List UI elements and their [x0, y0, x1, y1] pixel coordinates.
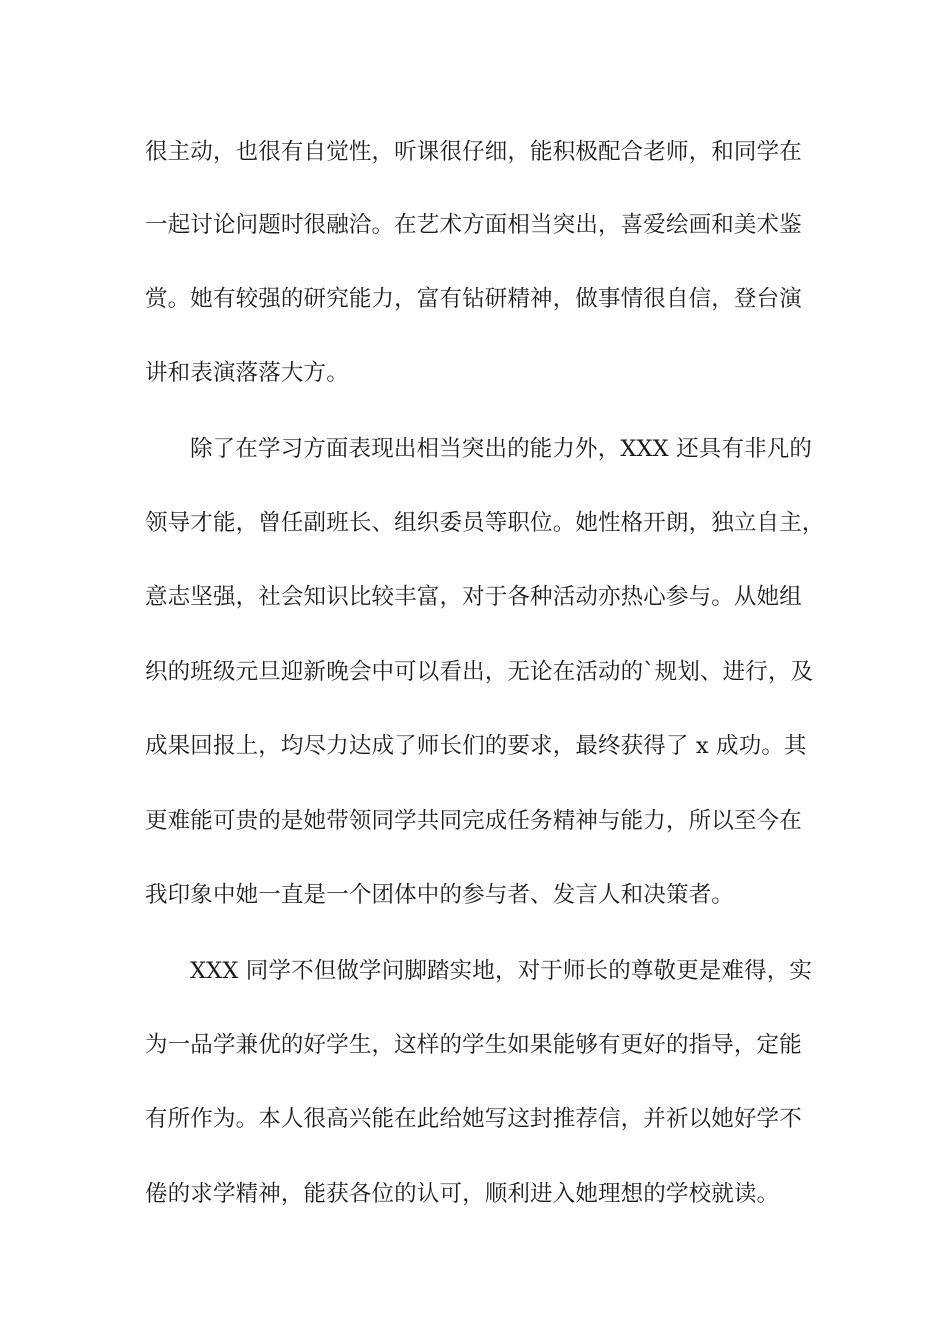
paragraph-2-line-2: 领导才能，曾任副班长、组织委员等职位。她性格开朗，独立自主，: [145, 510, 825, 536]
paragraph-2-line-3: 意志坚强，社会知识比较丰富，对于各种活动亦热心参与。从她组: [145, 584, 802, 610]
paragraph-3-line-3: 有所作为。本人很高兴能在此给她写这封推荐信，并祈以她好学不: [145, 1106, 802, 1132]
paragraph-1-line-4: 讲和表演落落大方。: [145, 360, 349, 386]
paragraph-2-line-1: 除了在学习方面表现出相当突出的能力外，XXX 还具有非凡的: [190, 436, 813, 462]
paragraph-1-line-1: 很主动，也很有自觉性，听课很仔细，能积极配合老师，和同学在: [145, 139, 802, 165]
paragraph-1-line-3: 赏。她有较强的研究能力，富有钻研精神，做事情很自信，登台演: [145, 286, 802, 312]
paragraph-2-line-5: 成果回报上，均尽力达成了师长们的要求，最终获得了 x 成功。其: [145, 733, 807, 759]
paragraph-3-line-4: 倦的求学精神，能获各位的认可，顺利进入她理想的学校就读。: [145, 1181, 780, 1207]
paragraph-2-line-6: 更难能可贵的是她带领同学共同完成任务精神与能力，所以至今在: [145, 808, 802, 834]
paragraph-3-line-2: 为一品学兼优的好学生，这样的学生如果能够有更好的指导，定能: [145, 1032, 802, 1058]
paragraph-3-line-1: XXX 同学不但做学问脚踏实地，对于师长的尊敬更是难得，实: [190, 958, 813, 984]
paragraph-1-line-2: 一起讨论问题时很融洽。在艺术方面相当突出，喜爱绘画和美术鉴: [145, 212, 802, 238]
paragraph-2-line-4: 织的班级元旦迎新晚会中可以看出，无论在活动的`规划、进行，及: [145, 659, 814, 685]
paragraph-2-line-7: 我印象中她一直是一个团体中的参与者、发言人和决策者。: [145, 882, 734, 908]
